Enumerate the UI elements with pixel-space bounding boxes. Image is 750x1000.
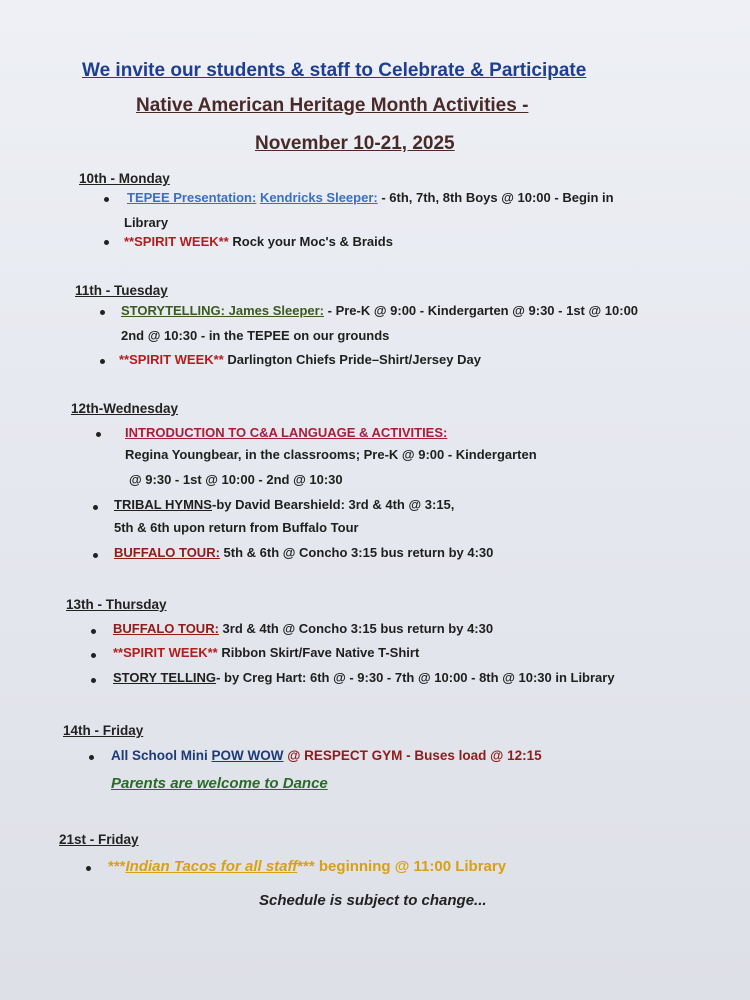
day-14-item-1: All School Mini POW WOW @ RESPECT GYM - Buses load @ 12:15 [111,748,542,763]
day-12-item-1-cont-b: @ 9:30 - 1st @ 10:00 - 2nd @ 10:30 [129,472,343,487]
day-10-item-1: TEPEE Presentation: Kendricks Sleeper: - 6th, 7th, 8th Boys @ 10:00 - Begin in [127,190,614,205]
bullet-dot [91,629,96,634]
day-14-parents-note: Parents are welcome to Dance [111,775,328,792]
bullet-dot [104,240,109,245]
day-12-item-2-cont: 5th & 6th upon return from Buffalo Tour [114,520,359,535]
bullet-dot [104,197,109,202]
bullet-dot [86,866,91,871]
day-10-item-2: **SPIRIT WEEK** Rock your Moc's & Braids [124,234,393,249]
bullet-dot [96,432,101,437]
bullet-dot [89,755,94,760]
day-12-label: 12th-Wednesday [71,401,179,416]
day-13-item-3: STORY TELLING- by Creg Hart: 6th @ - 9:30 - 7th @ 10:00 - 8th @ 10:30 in Library [113,670,615,685]
day-14-label: 14th - Friday [63,723,144,738]
day-11-item-2: **SPIRIT WEEK** Darlington Chiefs Pride–Shirt/Jersey Day [119,352,481,367]
bullet-dot [100,359,105,364]
bullet-dot [93,505,98,510]
schedule-note: Schedule is subject to change... [259,892,487,909]
day-11-item-1: STORYTELLING: James Sleeper: - Pre-K @ 9:00 - Kindergarten @ 9:30 - 1st @ 10:00 [121,303,639,318]
day-13-label: 13th - Thursday [66,597,167,612]
day-11-item-1-cont: 2nd @ 10:30 - in the TEPEE on our grounds [121,328,390,343]
day-21-item-1: ***Indian Tacos for all staff*** beginning @ 11:00 Library [108,858,507,875]
bullet-dot [91,653,96,658]
bullet-dot [93,553,98,558]
day-11-label: 11th - Tuesday [75,283,168,298]
day-12-item-3: BUFFALO TOUR: 5th & 6th @ Concho 3:15 bus return by 4:30 [114,545,494,560]
day-12-item-1: INTRODUCTION TO C&A LANGUAGE & ACTIVITIES: [125,425,448,440]
bullet-dot [100,310,105,315]
header-invite: We invite our students & staff to Celebrate & Participate [82,60,587,81]
day-13-item-2: **SPIRIT WEEK** Ribbon Skirt/Fave Native T-Shirt [113,645,420,660]
day-13-item-1: BUFFALO TOUR: 3rd & 4th @ Concho 3:15 bus return by 4:30 [113,621,494,636]
day-10-label: 10th - Monday [79,171,170,186]
day-12-item-1-cont-a: Regina Youngbear, in the classrooms; Pre-K @ 9:00 - Kindergarten [125,447,537,462]
day-12-item-2: TRIBAL HYMNS-by David Bearshield: 3rd & 4th @ 3:15, [114,497,455,512]
day-10-item-1-cont: Library [124,215,169,230]
header-dates: November 10-21, 2025 [255,133,455,154]
day-21-label: 21st - Friday [59,832,139,847]
bullet-dot [91,678,96,683]
header-title: Native American Heritage Month Activities - [136,95,529,116]
